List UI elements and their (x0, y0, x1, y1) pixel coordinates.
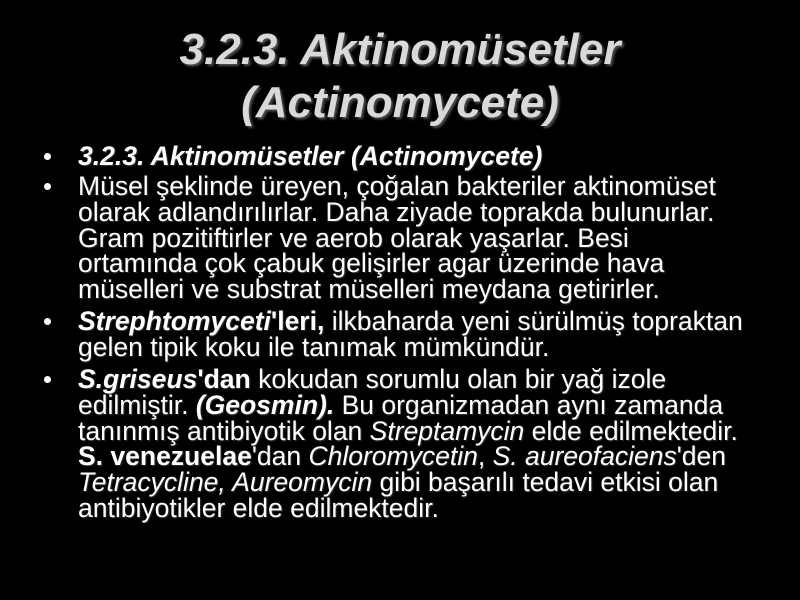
bullet-dot-icon (44, 153, 51, 160)
bullet-text (78, 171, 716, 305)
text-run: ortamında çok çabuk gelişirler agar üzerinde hava (78, 248, 665, 279)
bullet-text (78, 364, 738, 523)
text-run: 'dan (251, 441, 309, 472)
text-run: 'den (676, 441, 727, 472)
slide-title-line-1: 3.2.3. Aktinomüsetler (179, 25, 621, 74)
bullet-dot-icon (44, 376, 51, 383)
text-run: ilkbaharda yeni sürülmüş topraktan (324, 306, 743, 336)
slide-title-line-2: (Actinomycete) (241, 78, 559, 127)
term-s-aureofaciens: S. aureofaciens (492, 441, 677, 472)
term-tetracycline-aureomycin: Tetracycline, Aureomycin (78, 467, 373, 498)
term-geosmin: (Geosmin). (195, 389, 335, 420)
term-s-griseus: S.griseus (78, 364, 198, 394)
text-run: elde edilmektedir. (524, 415, 738, 446)
term-streptamycin: Streptamycin (369, 415, 525, 446)
bullet-line (78, 492, 738, 523)
bullet-dot-icon (44, 183, 51, 190)
text-run: , (477, 441, 493, 472)
term-streptomyces: Strephtomyceti (78, 306, 271, 336)
text-run: Gram pozitiftirler ve aerob olarak yaşarlar. Besi (78, 222, 629, 253)
text-run: Müsel şeklinde üreyen, çoğalan bakteriler aktinomüset (78, 171, 716, 201)
text-run: antibiyotikler elde edilmektedir. (78, 492, 439, 523)
text-run: tanınmış antibiyotik olan (78, 415, 370, 446)
bullet-line (78, 274, 716, 305)
slide-title (0, 23, 800, 129)
text-run: kokudan sorumlu olan bir yağ izole (250, 364, 667, 394)
text-run: olarak adlandırılırlar. Daha ziyade toprakda bulunurlar. (78, 196, 715, 227)
term-suffix: 'leri, (270, 306, 325, 336)
term-suffix: 'dan (197, 364, 251, 394)
text-run: Bu organizmadan aynı zamanda (334, 389, 724, 420)
term-chloromycetin: Chloromycetin (308, 441, 478, 472)
term-s-venezuelae: S. venezuelae (78, 441, 252, 472)
bullet-text (78, 141, 543, 171)
text-run: gelen tipik koku ile tanımak mümkündür. (78, 331, 550, 362)
text-run: edilmiştir. (78, 389, 196, 420)
bullet-dot-icon (44, 318, 51, 325)
bullet-text (78, 306, 743, 362)
bullet-line (78, 331, 743, 362)
bullet-line (78, 141, 543, 171)
text-run: gibi başarılı tedavi etkisi olan (372, 467, 719, 498)
section-heading-text: 3.2.3. Aktinomüsetler (Actinomycete) (78, 141, 543, 171)
text-run: müselleri ve substrat müselleri meydana getirirler. (78, 274, 660, 305)
